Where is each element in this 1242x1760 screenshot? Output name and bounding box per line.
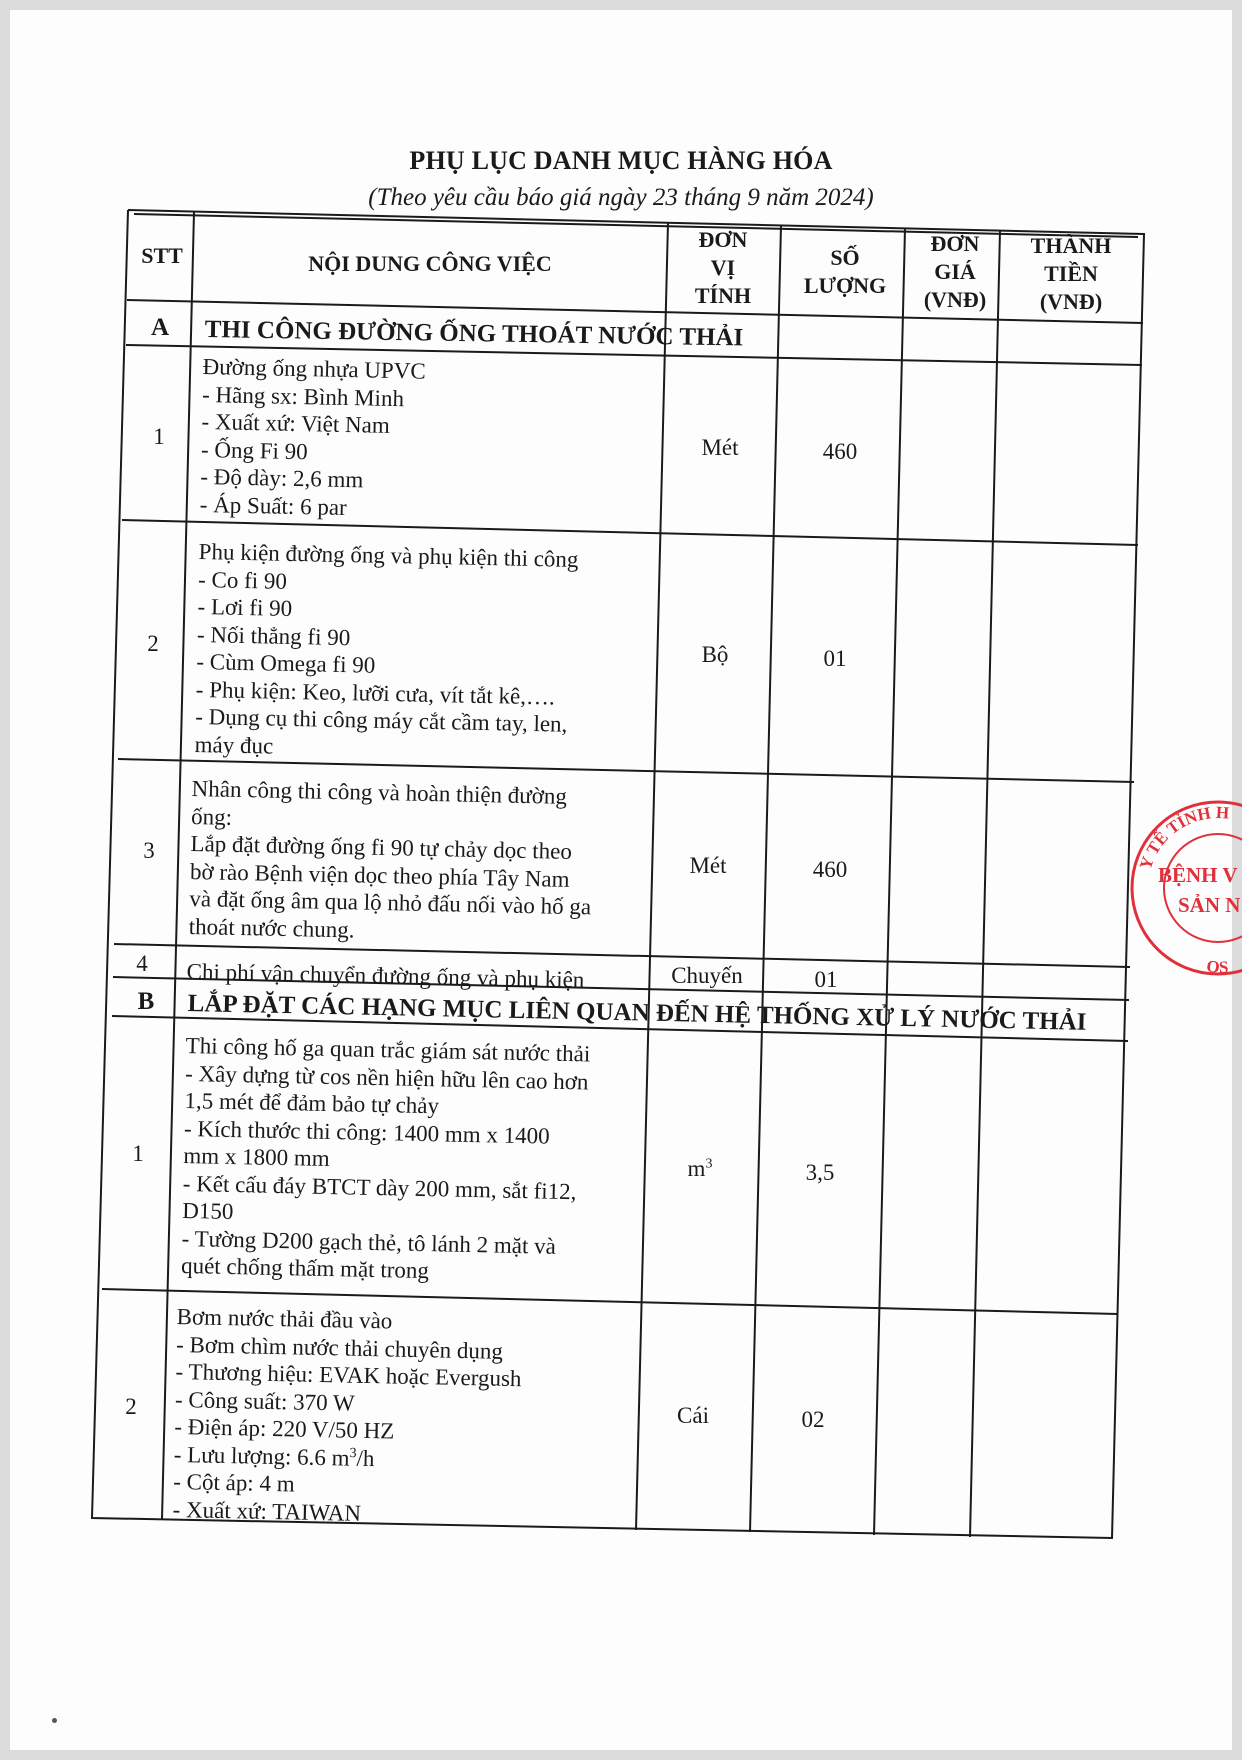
row-unit: Cái [677,1403,709,1428]
row-qty: 460 [812,857,848,882]
column-header-unit: ĐƠN VỊ TÍNH [694,227,752,308]
column-header-total: THÀNH TIỀN (VNĐ) [1030,233,1112,314]
row-stt: 2 [147,631,159,656]
row-stt: 3 [143,838,155,863]
document-subtitle: (Theo yêu cầu báo giá ngày 23 tháng 9 năm 2024) [368,184,874,211]
row-description: Bơm nước thải đầu vào - Bơm chìm nước thải chuyên dụng - Thương hiệu: EVAK hoặc Evergush - Công suất: 370 W - Điện áp: 220 V/50 HZ - Lưu lượng: 6.6 $m^3/h$ - Cột áp: 4 m - Xuất xứ: TAIWAN [172,1303,522,1526]
row-qty: 01 [814,967,838,992]
document-title: PHỤ LỤC DANH MỤC HÀNG HÓA [409,146,833,175]
row-stt: 1 [153,424,165,449]
section-code: A [150,314,170,341]
row-unit: Bộ [701,642,729,667]
column-header-qty: SỐ LƯỢNG [803,245,887,298]
row-stt: 1 [132,1141,144,1166]
row-qty: 460 [822,439,858,464]
column-header-content: NỘI DUNG CÔNG VIỆC [308,251,552,276]
svg-text:OS: OS [1205,956,1229,977]
section-code: B [137,988,155,1015]
row-qty: 02 [801,1407,825,1432]
row-description: Chi phí vận chuyển đường ống và phụ kiện [186,958,585,993]
row-description: Đường ống nhựa UPVC - Hãng sx: Bình Minh - Xuất xứ: Việt Nam - Ống Fi 90 - Độ dày: 2,6 mm - Áp Suất: 6 par [199,353,426,520]
svg-text:SẢN N: SẢN N [1178,893,1241,917]
row-stt: 2 [125,1394,137,1419]
row-unit: Mét [701,435,739,460]
stamp-seal [1126,796,1242,980]
row-description: Phụ kiện đường ống và phụ kiện thi công - Co fi 90 - Lơi fi 90 - Nối thẳng fi 90 - Cùm Omega fi 90 - Phụ kiện: Keo, lưỡi cưa, vít tắt kê,…. - Dụng cụ thi công máy cắt cầm tay, len, máy đục [194,538,579,759]
row-qty: 3,5 [805,1160,835,1185]
row-unit: Mét [689,853,727,878]
row-description: Nhân công thi công và hoàn thiện đường ống: Lắp đặt đường ống fi 90 tự chảy dọc theo bờ rào Bệnh viện dọc theo phía Tây Nam và đặt ống âm qua lộ nhỏ đấu nối vào hố ga thoát nước chung. [188,775,592,942]
row-unit: $m^3$ [687,1156,713,1181]
column-header-unit-price: ĐƠN GIÁ (VNĐ) [923,231,987,312]
row-qty: 01 [823,646,847,671]
row-unit: Chuyến [671,963,743,988]
svg-text:BỆNH V: BỆNH V [1158,863,1238,887]
scan-speck [52,1718,57,1723]
svg-text:Y TẾ TỈNH H: Y TẾ TỈNH H [1135,802,1230,872]
section-title: LẮP ĐẶT CÁC HẠNG MỤC LIÊN QUAN ĐẾN HỆ THỐNG XỬ LÝ NƯỚC THẢI [187,990,1087,1036]
row-description: Thi công hố ga quan trắc giám sát nước thải - Xây dựng từ cos nền hiện hữu lên cao hơn 1,5 mét để đảm bảo tự chảy - Kích thước thi công: 1400 mm x 1400 mm x 1800 mm - Kết cấu đáy BTCT dày 200 mm, sắt fi12, D150 - Tường D200 gạch thẻ, tô lánh 2 mặt và quét chống thấm mặt trong [180,1032,591,1284]
row-stt: 4 [136,951,148,976]
column-header-stt: STT [141,243,183,268]
section-title: THI CÔNG ĐƯỜNG ỐNG THOÁT NƯỚC THẢI [204,316,744,352]
